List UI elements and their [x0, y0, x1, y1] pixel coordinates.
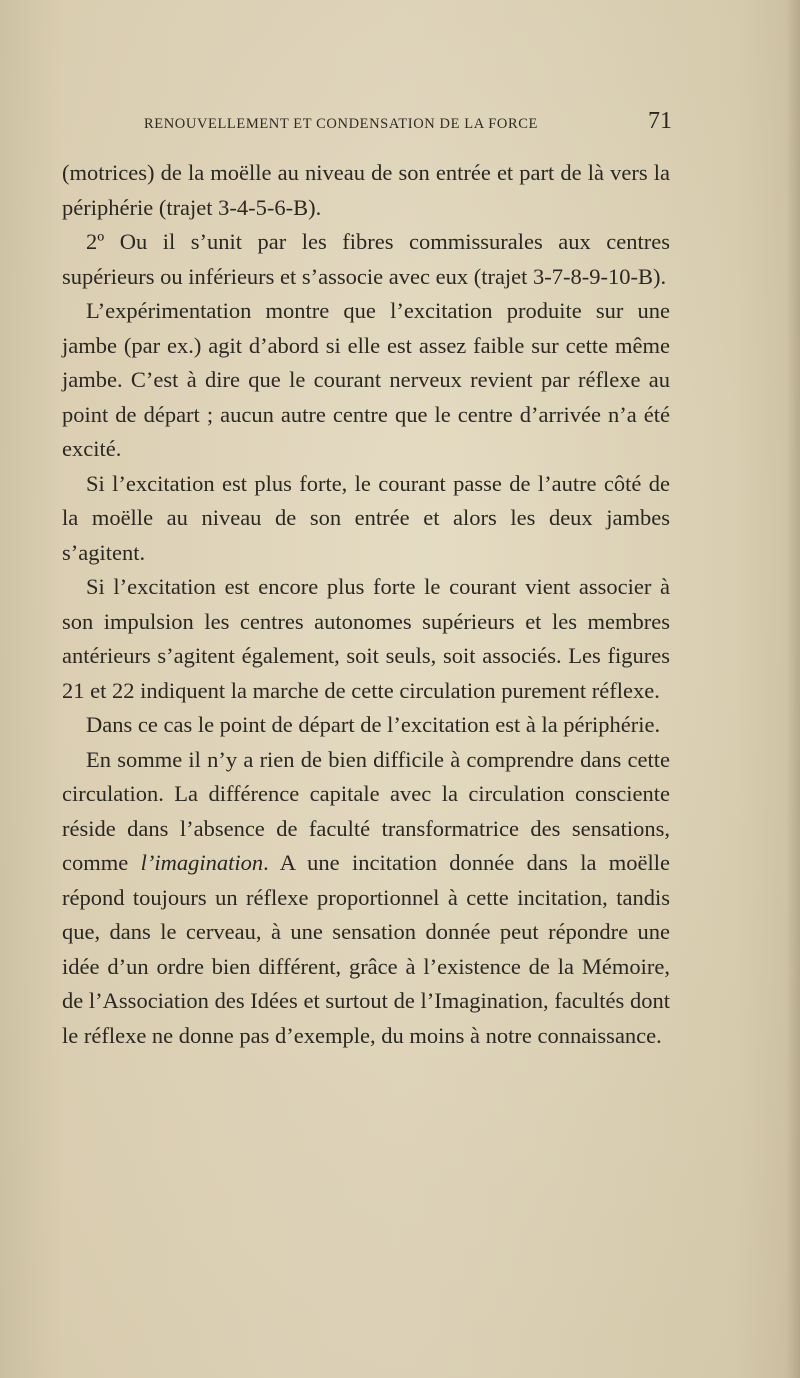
paragraph-7 [62, 743, 670, 1054]
page-header [144, 108, 674, 138]
page-edge-shadow [786, 0, 800, 1378]
paragraph-2: 2º Ou il s’unit par les fibres commissurales aux centres supérieurs ou inférieurs et s’associe avec eux (trajet 3-7-8-9-10-B). [62, 229, 670, 289]
paragraph-7-start: En somme il n’y a rien de bien difficile à comprendre dans cette circulation. La différence capitale avec la circulation consciente réside dans l’absence de faculté transformatrice des sensations, comme [62, 746, 670, 875]
paragraph-6: Dans ce cas le point de départ de l’excitation est à la périphérie. [86, 712, 661, 737]
paragraph-4: Si l’excitation est plus forte, le courant passe de l’autre côté de la moëlle au niveau de son entrée et alors les deux jambes s’agitent. [62, 470, 670, 565]
paragraph-5: Si l’excitation est encore plus forte le courant vient associer à son impulsion les centres autonomes supérieurs et les membres antérieurs s’agitent également, soit seuls, soit associés. Les figures 21 et 22 indiquent la marche de cette circulation purement réflexe. [62, 574, 670, 703]
paragraph-3: L’expérimentation montre que l’excitation produite sur une jambe (par ex.) agit d’abord si elle est assez faible sur cette même jambe. C’est à dire que le courant nerveux revient par réflexe au point de départ ; aucun autre centre que le centre d’arrivée n’a été excité. [62, 298, 670, 461]
running-head: RENOUVELLEMENT ET CONDENSATION DE LA FORCE [144, 116, 539, 132]
paragraph-1: (motrices) de la moëlle au niveau de son entrée et part de là vers la périphérie (trajet 3-4-5-6-B). [62, 160, 670, 220]
page-number: 71 [648, 108, 672, 134]
body-text [62, 156, 670, 1053]
paragraph-7-italic: l’imagination [140, 850, 264, 875]
paragraph-7-end: . A une incitation donnée dans la moëlle répond toujours un réflexe proportionnel à cette incitation, tandis que, dans le cerveau, à une sensation donnée peut répondre une idée d’un ordre bien différent, grâce à l’existence de la Mémoire, de l’Association des Idées et surtout de l’Imagination, facultés dont le réflexe ne donne pas d’exemple, du moins à notre connaissance. [62, 850, 670, 1048]
